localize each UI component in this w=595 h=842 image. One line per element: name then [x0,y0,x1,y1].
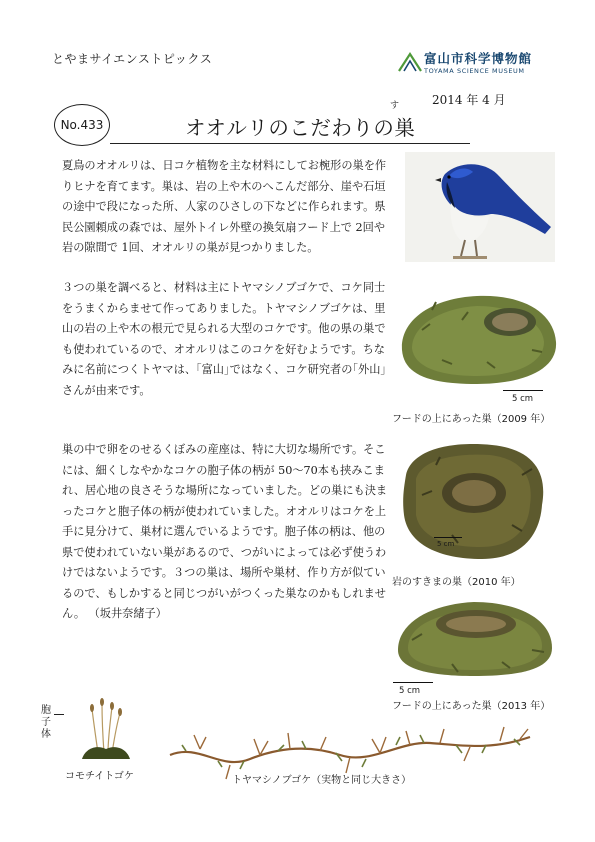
nest-2009-photo [392,280,562,392]
paragraph-3: 巣の中で卵をのせるくぼみの産座は、特に大切な場所です。そこには、細くしなやかなコケの胞子体の柄が 50～70本も挟みこまれ、居心地の良さそうな場所になっていました。どの巣にも決まったコケと胞子体の柄が使われていました。オオルリはコケを上手に見分けて、巣材に選んでいるようです。胞子体の柄は、他の県で使われていない巣があるので、つがいによっては必ず使うわけではないようです。３つの巣は、場所や巣材、作り方が似ているので、もしかすると同じつがいがつくった巣なのかもしれません。 （坂井奈緒子） [62,443,388,620]
scale-bar [393,682,433,683]
komochiitogoke-caption: コモチイトゴケ [65,771,134,782]
issue-number: No.433 [60,118,104,132]
nest-2010-photo [392,435,552,565]
pointer-line [54,714,64,715]
issue-number-badge [54,104,110,146]
scale-label: 5 cm [399,686,421,696]
nest-2010-caption: 岩のすきまの巣（2010 年） [392,577,521,588]
paragraph-2: ３つの巣を調べると、材料は主にトヤマシノブゴケで、コケ同士をうまくからませて作ってありました。トヤマシノブゴケは、里山の岩の上や木の根元で見られる大型のコケです。他の県の巣でも使われているので、オオルリはこのコケを好むようです。ちなみに名前につくトヤマは、｢富山｣ではなく、コケ研究者の｢外山｣さんが由来です。 [62,281,386,397]
museum-name-jp: 富山市科学博物館 [424,51,533,66]
museum-logo-icon [398,51,422,73]
komochiitogoke-photo [70,695,140,763]
museum-name-en: TOYAMA SCIENCE MUSEUM [424,67,525,75]
title-ruby: す [390,101,400,111]
scale-label: 5 cm [512,394,534,404]
nest-2013-photo [392,590,557,680]
scale-label: 5 cm [437,540,455,548]
paragraph-1: 夏鳥のオオルリは、日コケ植物を主な材料にしてお椀形の巣を作りヒナを育てます。巣は、岩の上や木のへこんだ部分、崖や石垣の途中で段になった所、人家のひさしの下などに作られます。県民公園頼成の森では、屋外トイレ外壁の換気扇フード上で 2回や岩の隙間で 1回、オオルリの巣が見つかりました。 [62,159,387,254]
blue-flycatcher-photo [405,152,555,262]
issue-date: 2014 年 4 月 [432,93,506,107]
sporophyte-label: 胞子体 [41,705,51,740]
scale-bar [503,390,543,391]
series-title: とやまサイエンストピックス [52,52,213,66]
scale-bar [434,537,462,538]
toyamashinobugoke-caption: トヤマシノブゴケ（実物と同じ大きさ） [232,775,412,786]
nest-2009-caption: フードの上にあった巣（2009 年） [392,414,551,425]
title-underline [110,143,470,144]
nest-2013-caption: フードの上にあった巣（2013 年） [392,701,551,712]
article-title: オオルリのこだわりの巣 [185,116,416,140]
